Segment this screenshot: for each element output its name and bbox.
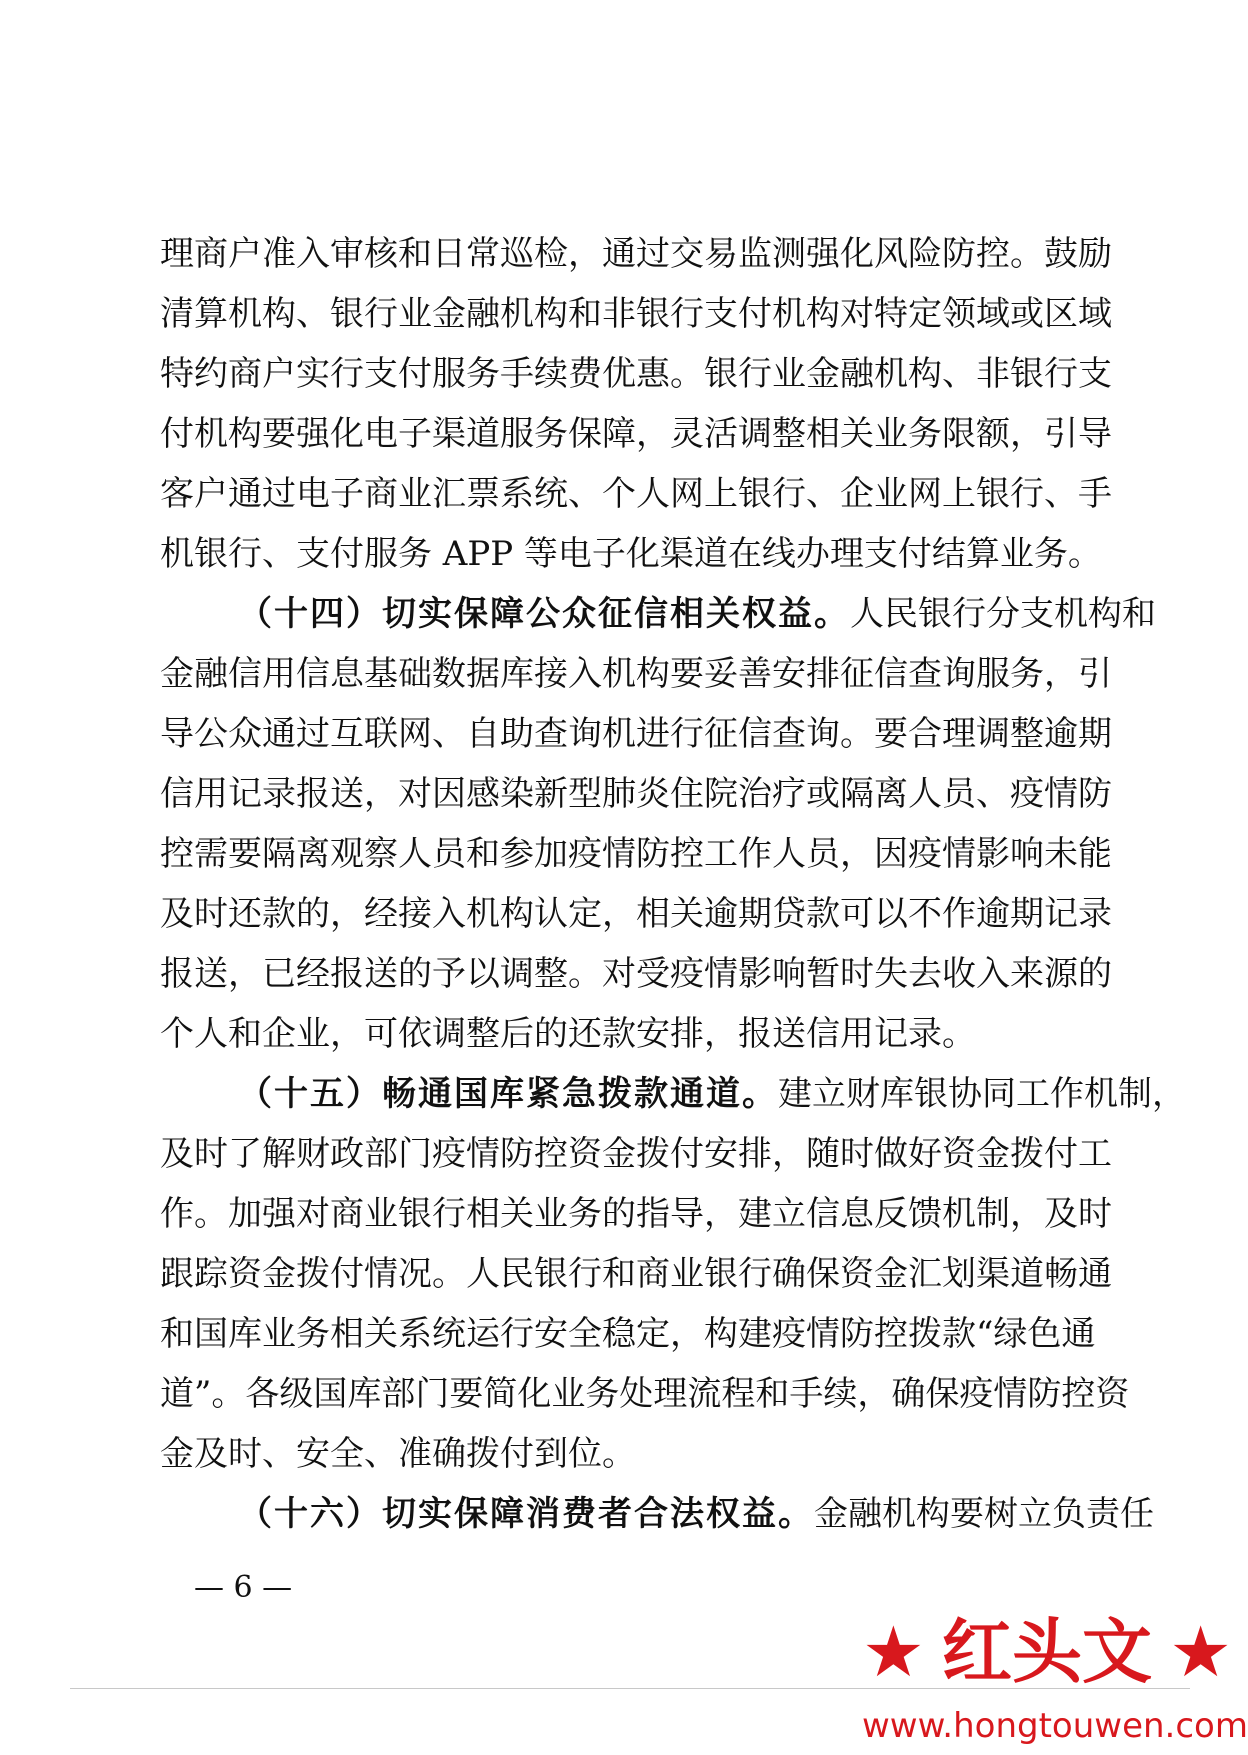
body-line: 作。加强对商业银行相关业务的指导，建立信息反馈机制，及时 (160, 1194, 1112, 1234)
body-line: 及时还款的，经接入机构认定，相关逾期贷款可以不作逾期记录 (160, 894, 1112, 934)
page-number: — 6 — (194, 1570, 293, 1605)
body-line: 机银行、支付服务 APP 等电子化渠道在线办理支付结算业务。 (160, 534, 1102, 574)
body-line: 特约商户实行支付服务手续费优惠。银行业金融机构、非银行支 (160, 354, 1112, 394)
body-line: 控需要隔离观察人员和参加疫情防控工作人员，因疫情影响未能 (160, 834, 1112, 874)
body-line: 报送，已经报送的予以调整。对受疫情影响暂时失去收入来源的 (160, 954, 1112, 994)
section-16-first-line (160, 1484, 1154, 1544)
section-16-lead: 金融机构要树立负责任 (814, 1494, 1154, 1534)
body-line: 客户通过电子商业汇票系统、个人网上银行、企业网上银行、手 (160, 474, 1112, 514)
body-line: 导公众通过互联网、自助查询机进行征信查询。要合理调整逾期 (160, 714, 1112, 754)
section-14-first-line (160, 584, 1156, 644)
star-icon: ★ (862, 1611, 925, 1693)
section-15-first-line (160, 1064, 1186, 1124)
body-line: 理商户准入审核和日常巡检，通过交易监测强化风险防控。鼓励 (160, 234, 1112, 274)
body-line: 个人和企业，可依调整后的还款安排，报送信用记录。 (160, 1014, 976, 1054)
document-body (160, 224, 1186, 1544)
section-16-heading: （十六）切实保障消费者合法权益。 (238, 1494, 814, 1534)
body-line: 清算机构、银行业金融机构和非银行支付机构对特定领域或区域 (160, 294, 1112, 334)
section-14-lead: 人民银行分支机构和 (850, 594, 1156, 634)
body-line: 金及时、安全、准确拨付到位。 (160, 1434, 636, 1474)
section-15-heading: （十五）畅通国库紧急拨款通道。 (238, 1074, 778, 1114)
body-line: 跟踪资金拨付情况。人民银行和商业银行确保资金汇划渠道畅通 (160, 1254, 1112, 1294)
watermark-url: www.hongtouwen.com (862, 1706, 1248, 1746)
body-line: 及时了解财政部门疫情防控资金拨付安排，随时做好资金拨付工 (160, 1134, 1112, 1174)
star-icon: ★ (1169, 1611, 1232, 1693)
body-line: 付机构要强化电子渠道服务保障，灵活调整相关业务限额，引导 (160, 414, 1112, 454)
body-line: 信用记录报送，对因感染新型肺炎住院治疗或隔离人员、疫情防 (160, 774, 1112, 814)
body-line: 道”。各级国库部门要简化业务处理流程和手续，确保疫情防控资 (160, 1374, 1130, 1414)
watermark-logo (862, 1608, 1248, 1748)
watermark-title-row (862, 1608, 1232, 1696)
body-line: 金融信用信息基础数据库接入机构要妥善安排征信查询服务，引 (160, 654, 1112, 694)
body-line: 和国库业务相关系统运行安全稳定，构建疫情防控拨款“绿色通 (160, 1314, 1096, 1354)
section-14-heading: （十四）切实保障公众征信相关权益。 (238, 594, 850, 634)
watermark-title: 红头文 (942, 1611, 1152, 1693)
section-15-lead: 建立财库银协同工作机制， (778, 1074, 1186, 1114)
